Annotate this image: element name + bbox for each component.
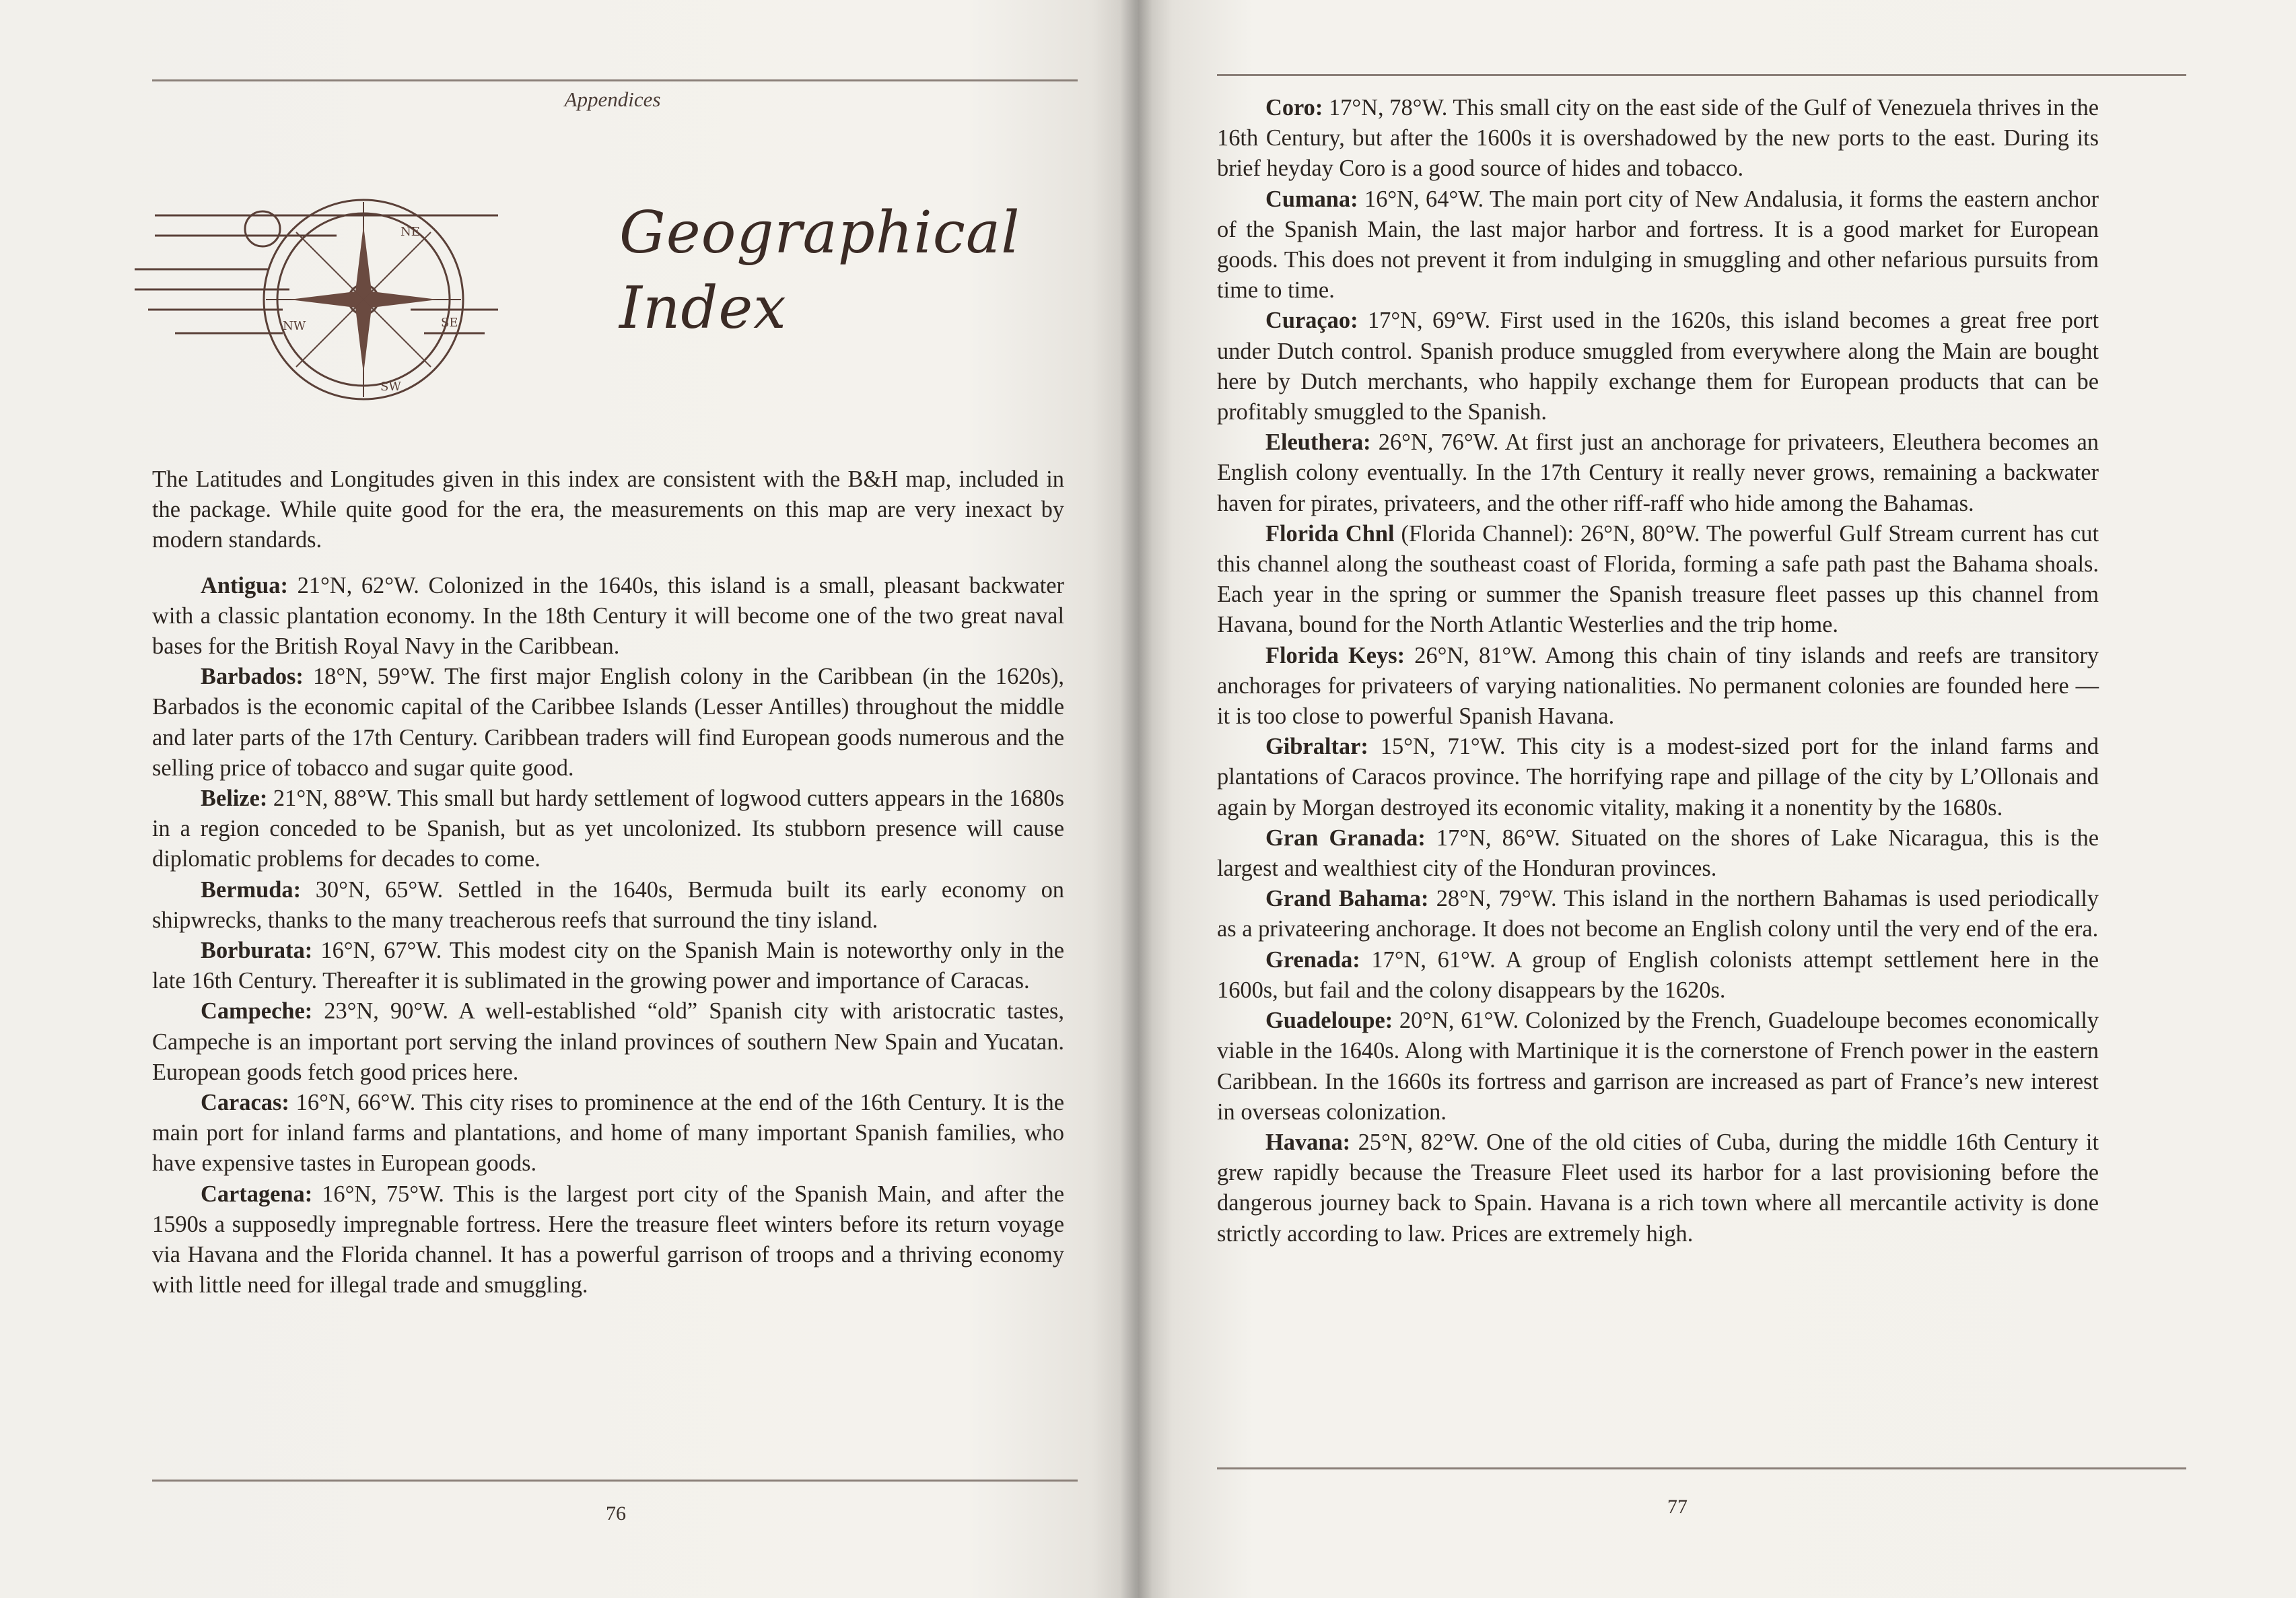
entry-text: 21°N, 62°W. Colonized in the 1640s, this island is a small, pleasant backwater with a classic plantation economy. In the 18th Century it will become one of the two great naval bases for the British Royal Navy in the Caribbean. (152, 572, 1064, 660)
entry-name: Coro: (1265, 95, 1323, 120)
left-body (152, 464, 1064, 1300)
index-entry (152, 1088, 1064, 1179)
entry-name: Bermuda: (201, 876, 302, 903)
entry-text: 16°N, 75°W. This is the largest port city of the Spanish Main, and after the 1590s a supposedly impregnable fortress. Here the treasure fleet winters before its return voyage via Havana and the Florida channel. It has a powerful garrison of troops and a thriving economy with little need for illegal trade and smuggling. (152, 1181, 1064, 1298)
entry-text: 18°N, 59°W. The first major English colony in the Caribbean (in the 1620s), Barbados is the economic capital of the Caribbee Islands (Lesser Antilles) throughout the middle and later parts of the 17th Century. Caribbean traders will find European goods numerous and the selling price of tobacco and sugar quite good. (152, 664, 1064, 781)
page-title (619, 195, 1020, 346)
intro-paragraph: The Latitudes and Longitudes given in this index are consistent with the B&H map, included in the package. While quite good for the era, the measurements on this map are very inexact by modern standards. (152, 466, 1064, 553)
entry-text: 30°N, 65°W. Settled in the 1640s, Bermuda built its early economy on shipwrecks, thanks to the many treacherous reefs that surround the tiny island. (152, 876, 1064, 933)
right-body (1217, 93, 2099, 1249)
index-entry (1217, 884, 2099, 944)
title-line-1: Geographical (619, 199, 1020, 267)
index-entry (1217, 427, 2099, 519)
entry-name: Eleuthera: (1265, 429, 1371, 456)
entry-name: Guadeloupe: (1265, 1008, 1393, 1034)
entry-text: 17°N, 78°W. This small city on the east side of the Gulf of Venezuela thrives in the 16th Century, but after the 1600s it is overshadowed by the new ports to the east. During its brief heyday Coro is a good source of hides and tobacco. (1217, 95, 2099, 182)
index-entry (1217, 823, 2099, 884)
entry-text: 15°N, 71°W. This city is a modest-sized port for the inland farms and plantations of Caracos province. The horrifying rape and pillage of the city by L’Ollonais and again by Morgan destroyed its economic vitality, making it a nonentity by the 1680s. (1217, 734, 2099, 821)
entry-text: 28°N, 79°W. This island in the northern Bahamas is used periodically as a privateering anchorage. It does not become an English colony until the very end of the era. (1217, 886, 2099, 942)
compass-rose-icon (135, 188, 512, 411)
entry-text: 16°N, 64°W. The main port city of New Andalusia, it forms the eastern anchor of the Spanish Main, the last major harbor and fortress. It is a good market for European goods. This does not prevent it from indulging in smuggling and other nefarious pursuits from time to time. (1217, 186, 2099, 304)
compass-label-nw: NW (283, 319, 306, 333)
right-page (1138, 0, 2296, 1598)
entry-text: 16°N, 67°W. This modest city on the Spanish Main is noteworthy only in the late 16th Century. Thereafter it is sublimated in the growing power and importance of Caracas. (152, 938, 1064, 994)
index-entry (152, 662, 1064, 784)
entry-name: Borburata: (201, 938, 313, 964)
index-entry (152, 996, 1064, 1088)
running-header: Appendices (564, 88, 661, 111)
index-entry (1217, 306, 2099, 427)
book-gutter (1120, 0, 1152, 1598)
compass-label-sw: SW (380, 380, 401, 394)
entry-name: Antigua: (201, 572, 288, 598)
entry-name: Gibraltar: (1265, 734, 1368, 760)
index-entry (1217, 519, 2099, 641)
entry-text: 20°N, 61°W. Colonized by the French, Guadeloupe becomes economically viable in the 1640s. Along with Martinique it is the cornerstone of French power in the eastern Caribbean. In the 1660s its fortress and garrison are increased as part of France’s new interest in overseas colonization. (1217, 1008, 2099, 1125)
entry-name: Cumana: (1265, 186, 1358, 212)
entry-name: Cartagena: (201, 1181, 313, 1207)
entry-name: Florida Keys: (1265, 642, 1405, 668)
entry-text: (Florida Channel): 26°N, 80°W. The powerful Gulf Stream current has cut this channel along the southeast coast of Florida, forming a safe path past the Bahama shoals. Each year in the spring or summer the Spanish treasure fleet passes up this channel from Havana, bound for the North Atlantic Westerlies and the trip home. (1217, 520, 2099, 638)
entry-text: 25°N, 82°W. One of the old cities of Cuba, during the middle 16th Century it grew rapidly because the Treasure Fleet used its harbor for a last provisioning before the dangerous journey back to Spain. Havana is a rich town where all mercantile activity is done strictly according to law. Prices are extremely high. (1217, 1129, 2099, 1247)
entry-name: Curaçao: (1265, 308, 1358, 334)
entry-name: Grand Bahama: (1265, 886, 1429, 912)
footer-rule (152, 1480, 1078, 1482)
entry-text: 26°N, 81°W. Among this chain of tiny islands and reefs are transitory anchorages for privateers of varying nationalities. No permanent colonies are founded here — it is too close to powerful Spanish Havana. (1217, 642, 2099, 730)
page-number: 77 (1667, 1496, 1688, 1518)
entry-name: Belize: (201, 786, 268, 812)
index-entry (1217, 93, 2099, 184)
entry-name: Grenada: (1265, 946, 1360, 973)
entry-text: 21°N, 88°W. This small but hardy settlement of logwood cutters appears in the 1680s in a region conceded to be Spanish, but as yet uncolonized. Its stubborn presence will cause diplomatic problems for decades to come. (152, 786, 1064, 872)
compass-label-se: SE (441, 316, 458, 330)
entry-name: Florida Chnl (1265, 520, 1395, 547)
index-entry (1217, 1127, 2099, 1249)
entry-text: 17°N, 61°W. A group of English colonists attempt settlement here in the 1600s, but fail and the colony disappears by the 1620s. (1217, 946, 2099, 1003)
entry-text: 16°N, 66°W. This city rises to prominence at the end of the 16th Century. It is the main port for inland farms and plantations, and home of many important Spanish families, who have expensive tastes in European goods. (152, 1090, 1064, 1177)
entry-name: Caracas: (201, 1090, 289, 1116)
index-entry (152, 784, 1064, 875)
entry-text: 17°N, 69°W. First used in the 1620s, this island becomes a great free port under Dutch control. Spanish produce smuggled from everywhere along the Main are bought here by Dutch merchants, who happily exchange them for European products that can be profitably smuggled to the Spanish. (1217, 308, 2099, 425)
index-entry (1217, 945, 2099, 1006)
entry-name: Barbados: (201, 664, 304, 690)
index-entry (152, 571, 1064, 662)
entry-text: 23°N, 90°W. A well-established “old” Spanish city with aristocratic tastes, Campeche is an important port serving the inland provinces of southern New Spain and Yucatan. European goods fetch good prices here. (152, 998, 1064, 1085)
left-page (0, 0, 1138, 1598)
header-rule (152, 79, 1078, 81)
index-entry (152, 936, 1064, 996)
compass-label-ne: NE (401, 225, 420, 239)
index-entry (1217, 184, 2099, 306)
index-entry (1217, 1006, 2099, 1127)
entry-name: Campeche: (201, 998, 313, 1024)
index-entry (152, 875, 1064, 936)
entry-text: 26°N, 76°W. At first just an anchorage for privateers, Eleuthera becomes an English colony eventually. In the 17th Century it really never grows, remaining a backwater haven for pirates, privateers, and the other riff-raff who hide among the Bahamas. (1217, 429, 2099, 516)
footer-rule (1217, 1467, 2186, 1469)
index-entry (152, 1179, 1064, 1301)
index-entry (1217, 641, 2099, 732)
header-rule (1217, 74, 2186, 76)
title-line-2: Index (619, 275, 787, 342)
entry-name: Gran Granada: (1265, 825, 1426, 851)
index-entry (1217, 732, 2099, 823)
entry-text: 17°N, 86°W. Situated on the shores of Lake Nicaragua, this is the largest and wealthiest city of the Honduran provinces. (1217, 825, 2099, 882)
page-number: 76 (606, 1502, 626, 1525)
entry-name: Havana: (1265, 1129, 1351, 1155)
